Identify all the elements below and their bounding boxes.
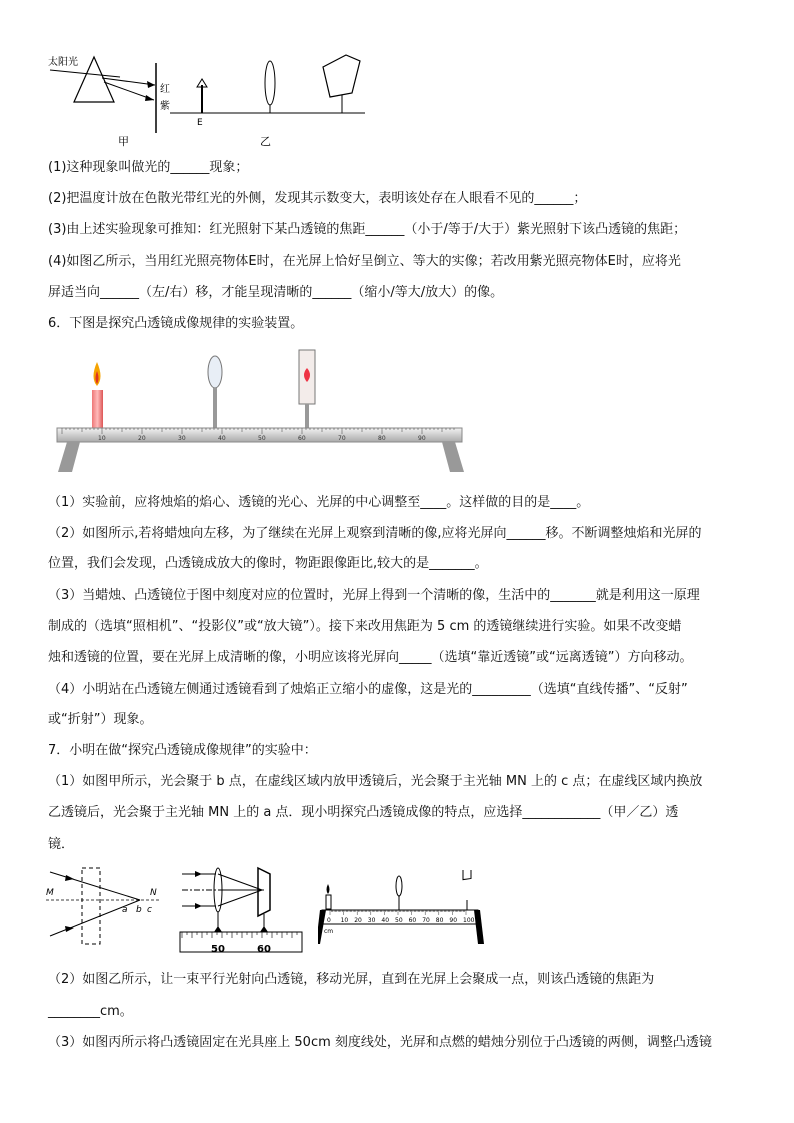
label-a: a bbox=[122, 905, 128, 915]
q6-line-6: 烛和透镜的位置，要在光屏上成清晰的像，小明应该将光屏向_____（选填“靠近透镜”或“远离透镜”）方向移动。 bbox=[48, 650, 693, 665]
q6-lens bbox=[208, 356, 222, 388]
q5-line-4: (4)如图乙所示，当用红光照亮物体E时，在光屏上恰好呈倒立、等大的实像；若改用紫光照亮物体E时，应将光 bbox=[48, 254, 681, 269]
object-label: E bbox=[197, 118, 203, 128]
bench-tick-label: 40 bbox=[381, 917, 390, 924]
bench-tick-label: 70 bbox=[338, 435, 346, 442]
bench-tick-label: 0 bbox=[327, 917, 331, 924]
q5-line-5: 屏适当向______（左/右）移，才能呈现清晰的______（缩小/等大/放大）的像。 bbox=[48, 285, 504, 300]
q7-screen bbox=[258, 868, 270, 916]
label-N: N bbox=[150, 888, 157, 898]
ruler-60-label: 60 bbox=[257, 944, 271, 955]
prism bbox=[74, 57, 114, 102]
q7-candle bbox=[326, 895, 331, 909]
q6-line-8: 或“折射”）现象。 bbox=[48, 712, 153, 727]
q7-bench-screen bbox=[463, 870, 471, 880]
q7-title: 7．小明在做“探究凸透镜成像规律”的实验中： bbox=[48, 743, 317, 758]
label-b: b bbox=[136, 905, 142, 915]
q5-line-3: (3)由上述实验现象可推知：红光照射下某凸透镜的焦距______（小于/等于/大于）紫光照射下该凸透镜的焦距； bbox=[48, 222, 687, 237]
figure-q7-bing bbox=[318, 870, 488, 950]
dashed-region bbox=[82, 868, 100, 944]
bench-tick-label: 90 bbox=[449, 917, 458, 924]
bench-tick-label: 50 bbox=[395, 917, 403, 924]
cm-label: cm bbox=[324, 928, 334, 935]
light-screen bbox=[323, 55, 360, 97]
convex-lens bbox=[265, 61, 275, 105]
bench-tick-label: 20 bbox=[138, 435, 146, 442]
q6-line-1: （1）实验前，应将烛焰的焰心、透镜的光心、光屏的中心调整至____。这样做的目的是____。 bbox=[48, 495, 590, 510]
label-c: c bbox=[147, 905, 152, 915]
bench-tick-label: 80 bbox=[378, 435, 386, 442]
figure-q6-optical-bench bbox=[52, 340, 472, 480]
q7-line-2: 乙透镜后，光会聚于主光轴 MN 上的 a 点．现小明探究凸透镜成像的特点，应选择____________（甲／乙）透 bbox=[48, 805, 679, 820]
q6-line-2: （2）如图所示,若将蜡烛向左移，为了继续在光屏上观察到清晰的像,应将光屏向______移。不断调整烛焰和光屏的 bbox=[48, 526, 702, 541]
q6-line-4: （3）当蜡烛、凸透镜位于图中刻度对应的位置时，光屏上得到一个清晰的像，生活中的_______就是利用这一原理 bbox=[48, 588, 700, 603]
bench-tick-label: 10 bbox=[98, 435, 106, 442]
q6-title: 6．下图是探究凸透镜成像规律的实验装置。 bbox=[48, 316, 304, 331]
figure-q7-yi bbox=[178, 860, 306, 956]
bench-tick-label: 70 bbox=[422, 917, 430, 924]
figure-prism-and-bench bbox=[40, 45, 370, 150]
q7-line-1: （1）如图甲所示，光会聚于 b 点，在虚线区域内放甲透镜后，光会聚于主光轴 MN 上的 c 点；在虚线区域内换放 bbox=[48, 774, 703, 789]
q7-more-3: （3）如图丙所示将凸透镜固定在光具座上 50cm 刻度线处，光屏和点燃的蜡烛分别位于凸透镜的两侧，调整凸透镜 bbox=[48, 1035, 712, 1050]
q6-line-3: 位置，我们会发现，凸透镜成放大的像时，物距跟像距比,较大的是_______。 bbox=[48, 556, 488, 571]
q5-line-1: (1)这种现象叫做光的______现象； bbox=[48, 160, 249, 175]
bench-tick-label: 60 bbox=[298, 435, 306, 442]
bench-tick-label: 100 bbox=[463, 917, 475, 924]
q7-line-3: 镜． bbox=[48, 837, 75, 852]
bench-tick-label: 10 bbox=[340, 917, 349, 924]
label-M: M bbox=[46, 888, 54, 898]
bench-tick-label: 30 bbox=[367, 917, 376, 924]
figure-q7-jia bbox=[44, 862, 164, 952]
bench-tick-label: 30 bbox=[178, 435, 186, 442]
bench-tick-label: 80 bbox=[435, 917, 444, 924]
red-label: 红 bbox=[160, 84, 170, 95]
bench-tick-label: 60 bbox=[408, 917, 417, 924]
q7-more-2: ________cm。 bbox=[48, 1004, 133, 1019]
sunlight-label: 太阳光 bbox=[48, 57, 78, 68]
q7-bench-lens bbox=[396, 876, 402, 896]
caption-yi: 乙 bbox=[260, 135, 271, 148]
q6-line-7: （4）小明站在凸透镜左侧通过透镜看到了烛焰正立缩小的虚像，这是光的_________（选填“直线传播”、“反射” bbox=[48, 682, 688, 697]
ruler-50-label: 50 bbox=[211, 944, 225, 955]
q5-line-2: (2)把温度计放在色散光带红光的外侧，发现其示数变大，表明该处存在人眼看不见的______； bbox=[48, 191, 587, 206]
bench-tick-label: 20 bbox=[354, 917, 362, 924]
violet-label: 紫 bbox=[160, 101, 170, 112]
candle bbox=[92, 390, 103, 428]
q7-more-1: （2）如图乙所示，让一束平行光射向凸透镜，移动光屏，直到在光屏上会聚成一点，则该凸透镜的焦距为 bbox=[48, 972, 655, 987]
bench-tick-label: 50 bbox=[258, 435, 266, 442]
bench-tick-label: 90 bbox=[418, 435, 426, 442]
q7-ruler bbox=[180, 932, 302, 952]
bench-tick-label: 40 bbox=[218, 435, 226, 442]
q6-line-5: 制成的（选填“照相机”、“投影仪”或“放大镜”）。接下来改用焦距为 5 cm 的透镜继续进行实验。如果不改变蜡 bbox=[48, 619, 682, 634]
caption-jia: 甲 bbox=[118, 135, 129, 148]
